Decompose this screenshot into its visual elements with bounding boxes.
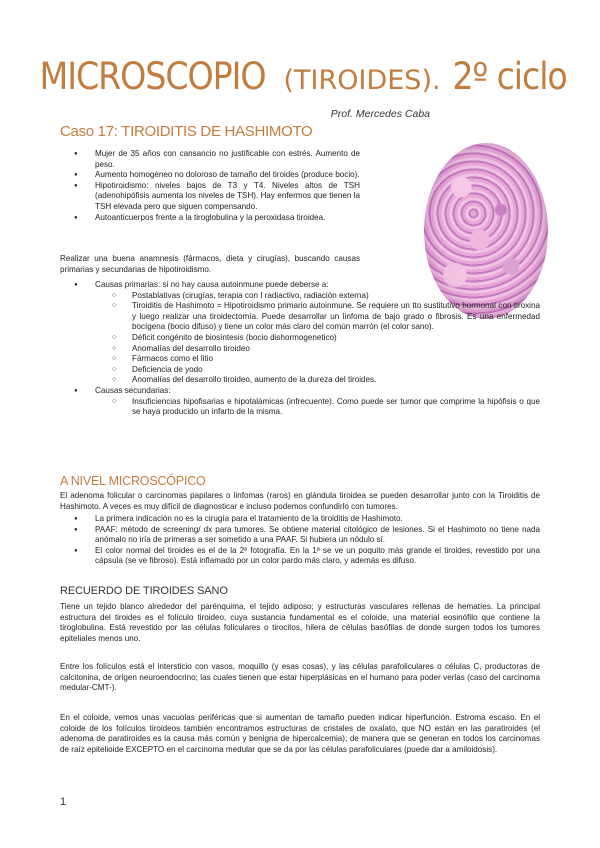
micro-intro: El adenoma folicular o carcinomas papilares o linfomas (raros) en glándula tiroidea se pueden desarrollar junto con la Tiroiditis de Hashimoto. A veces es muy difícil de diagnosticar e incluso podemos confundirlo con tumores. — [60, 491, 540, 511]
page-number: 1 — [60, 796, 67, 808]
author: Prof. Mercedes Caba — [330, 108, 430, 120]
list-item: ○ Anomalías del desarrollo tiroideo, aumento de la dureza del tiroides. — [60, 375, 540, 386]
recuerdo-paragraph-2: Entre los folículos está el intersticio con vasos, moquillo (y esas cosas), y las células parafoliculares o células C, productoras de calcitonina, de origen neuroendocrino; las cuales tienen que estar hiperplásicas en el humano para poder verlas (caso del carcinoma medular-CMT-). — [60, 662, 540, 693]
list-item: ○ Anomalías del desarrollo tiroideo — [60, 344, 540, 355]
recuerdo-paragraph-1: Tiene un tejido blanco alrededor del parénquima, el tejido adiposo; y estructuras vasculares rellenas de hematíes. La principal estructura del tiroides es el folículo tiroideo, cuya sustancia fundamental es el coloide, una material eosinófilo que contiene la tiroglobulina. Está revestido por las células foliculares o tirocitos, hilera de células basófilas de donde surgen todos los tumores epiteliales menos uno. — [60, 602, 540, 643]
causes-list — [60, 280, 540, 418]
list-item: ● Autoanticuerpos frente a la tiroglobulina y la peroxidasa tiroidea. — [60, 213, 360, 224]
list-item: ○ Postablativas (cirugías, terapia con I radiactivo, radiación externa) — [60, 291, 422, 302]
list-item: ● Causas primarias: si no hay causa autoinmune puede deberse a: — [60, 280, 540, 291]
list-item: ○ Deficiencia de yodo — [60, 365, 540, 376]
list-item: ● El color normal del tiroides es el de la 2ª fotografía. En la 1ª se ve un poquito más grande el tiroides, revestido por una cápsula (se ve fibroso). Está inflamado por un color pardo más claro, y además es difuso. — [60, 546, 540, 567]
list-item: ○ Tiroiditis de Hashimoto = Hipotiroidismo primario autoinmune. Se requiere un tto sustitutivo hormonal con tiroxina y luego realizar una tiroidectomía. Puede desarrollar un linfoma de bajo grado o fibrosis. Es una enfermedad bocígena (bocio difuso) y tiene un color más claro del común marrón (el color sano). — [60, 301, 540, 333]
list-item: ● PAAF: método de screening/ dx para tumores. Se obtiene material citológico de lesiones. Si el Hashimoto no tiene nada anómalo no iría de primeras a ser sometido a una PAAF. Si hubiera un nódulo sí. — [60, 525, 540, 546]
list-item: ● La primera indicación no es la cirugía para el tratamiento de la tiroiditis de Hashimoto. — [60, 514, 540, 525]
title-paren: (TIROIDES). — [283, 65, 441, 96]
micro-heading: A NIVEL MICROSCÓPICO — [60, 474, 206, 488]
list-item: ● Mujer de 35 años con cansancio no justificable con estrés. Aumento de peso. — [60, 149, 360, 170]
list-item: ● Aumento homogéneo no doloroso de tamaño del tiroides (produce bocio). — [60, 170, 360, 181]
case-heading: Caso 17: TIROIDITIS DE HASHIMOTO — [60, 123, 313, 140]
recuerdo-paragraph-3: En el coloide, vemos unas vacuolas periféricas que si aumentan de tamaño pueden indicar hiperfunción. Estroma escaso. En el coloide de los folículos tiroideos también encontramos estructuras de cristales de oxalato, que NO están en las paratiroides (el adenoma de paratiroides es la causa más común y benigna de hipercalcemia); de manera que se generan en todos los carcinomas de raíz epitelioide EXCEPTO en el carcinoma medular que se da por las células parafoliculares (puede dar a amiloidosis). — [60, 713, 540, 754]
page-title — [0, 55, 600, 98]
list-item: ○ Insuficiencias hipofisarias e hipotalámicas (infrecuente). Como puede ser tumor que comprime la hipófisis o que se haya producido un infarto de la misma. — [60, 397, 540, 418]
case-intro: Realizar una buena anamnesis (fármacos, dieta y cirugías), buscando causas primarias y secundarias de hipotiroidismo. — [60, 254, 360, 274]
list-item: ● Causas secundarias: — [60, 386, 540, 397]
micro-bullets — [60, 514, 540, 567]
list-item: ○ Déficit congénito de biosíntesis (bocio dishormogenetico) — [60, 333, 540, 344]
recuerdo-heading: RECUERDO DE TIROIDES SANO — [60, 585, 228, 597]
case-bullets — [60, 149, 360, 223]
list-item: ● Hipotiroidismo: niveles bajos de T3 y T4. Niveles altos de TSH (adenohipófisis aumenta los niveles de TSH). Hay enfermos que tienen la TSH elevada pero que siguen compensando. — [60, 181, 360, 213]
list-item: ○ Fármacos como el litio — [60, 354, 540, 365]
title-tail: 2º ciclo — [452, 55, 567, 98]
title-main: MICROSCOPIO — [39, 55, 266, 98]
